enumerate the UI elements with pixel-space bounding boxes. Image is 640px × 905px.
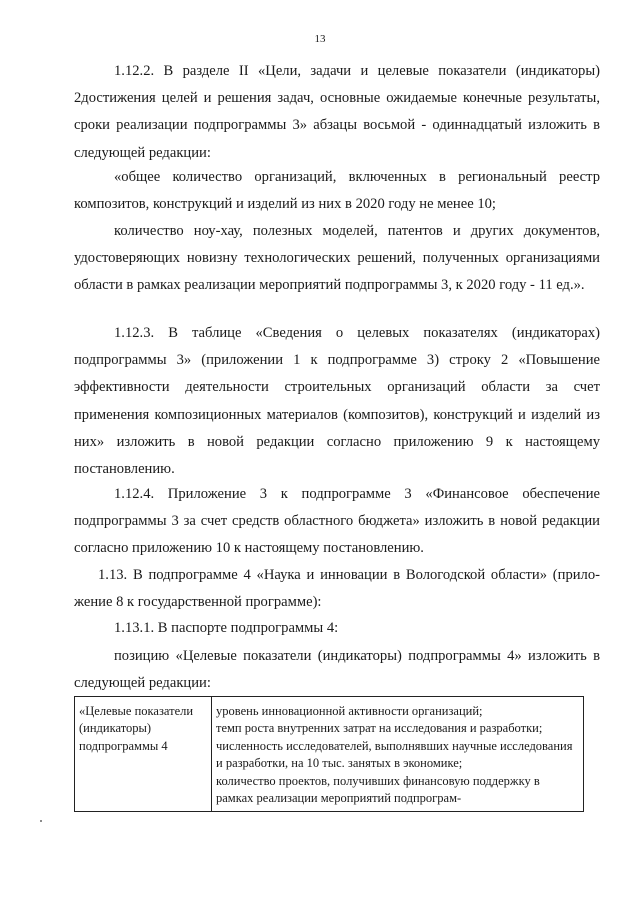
paragraph-1-13-1: 1.13.1. В паспорте подпрограммы 4: — [114, 620, 339, 636]
paragraph-1-12-3: 1.12.3. В таблице «Сведения о целевых показателях (индикаторах) подпрограммы 3» (приложении 1 к подпрограмме 3) строку 2 «Повышение эффективности деятельности строительных организаций области за счет применения композиционных материалов (композитов), конструкций и изделий из них» изложить в новой редакции согласно приложению 9 к настоящему постановлению. — [74, 325, 600, 478]
page-number: 13 — [314, 33, 326, 45]
list-item: темп роста внутренних затрат на исследования и разработки; — [216, 721, 543, 736]
list-item: численность исследователей, выполнявших научные исследования и разработки, на 10 тыс. занятых в экономике; — [216, 738, 573, 771]
list-item: количество проектов, получивших финансовую поддержку в рамках реализации мероприятий подпрограм- — [216, 773, 540, 806]
table-value-cell — [212, 697, 584, 812]
paragraph-1-12-4: 1.12.4. Приложение 3 к подпрограмме 3 «Финансовое обеспечение подпрограммы 3 за счет средств областного бюджета» изложить в новой редакции согласно приложению 10 к настоящему постановлению. — [74, 486, 600, 557]
scan-speck — [40, 820, 42, 822]
table-row — [75, 697, 584, 812]
indicators-table — [74, 696, 584, 812]
paragraph-quote-organizations: «общее количество организаций, включенных в региональный реестр композитов, конструкций и изделий из них в 2020 году не менее 10; — [74, 169, 600, 213]
paragraph-1-12-2: 1.12.2. В разделе II «Цели, задачи и целевые показатели (индикаторы) 2достижения целей и решения задач, основные ожидаемые конечные результаты, сроки реализации подпрограммы 3» абзацы восьмой - одиннадцатый изложить в следующей редакции: — [74, 63, 600, 161]
paragraph-position: позицию «Целевые показатели (индикаторы) подпрограммы 4» изложить в следующей редакции: — [74, 648, 600, 692]
list-item: уровень инновационной активности организаций; — [216, 704, 483, 718]
table-label-cell: «Целевые показатели (индикаторы) подпрограммы 4 — [75, 697, 212, 812]
paragraph-1-13: 1.13. В подпрограмме 4 «Наука и инновации в Вологодской области» (прило-жение 8 к государственной программе): — [74, 567, 600, 611]
paragraph-know-how: количество ноу-хау, полезных моделей, патентов и других документов, удостоверяющих новизну технологических решений, полученных организациями области в рамках реализации мероприятий подпрограммы 3, к 2020 году - 11 ед.». — [74, 223, 600, 294]
